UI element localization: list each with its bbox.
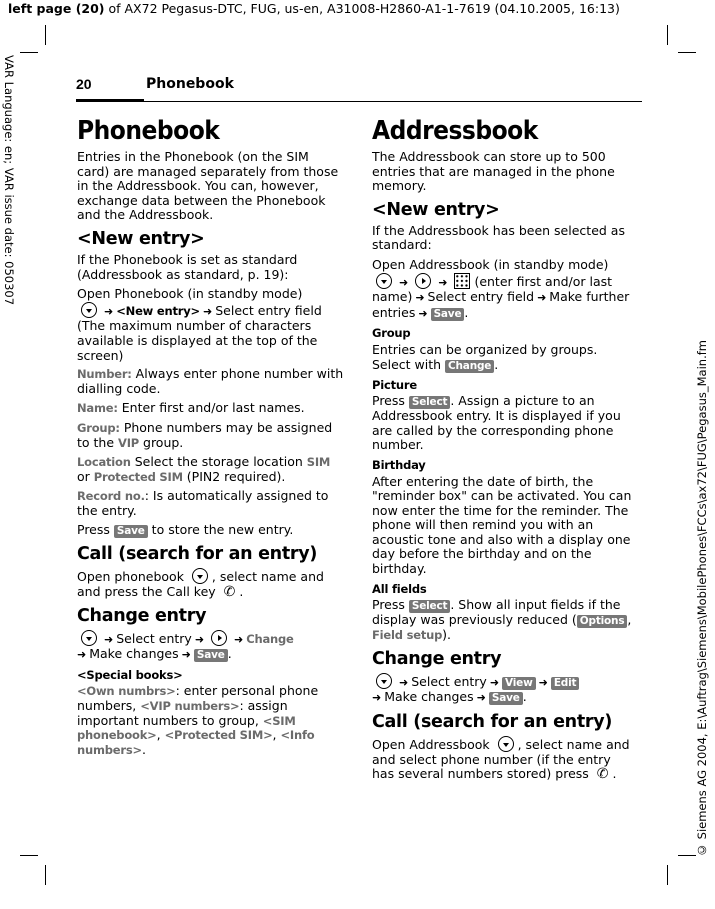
view-softkey: View xyxy=(502,677,536,690)
standard-note: If the Addressbook has been selected as standard: xyxy=(372,222,625,253)
change-softkey: Change xyxy=(445,360,494,373)
page-label: left page (20) xyxy=(8,1,105,16)
header-rule xyxy=(144,101,642,102)
arrow-icon: ➜ xyxy=(399,275,409,289)
arrow-icon: ➜ xyxy=(372,691,382,705)
header-rule-thick xyxy=(76,99,144,102)
nav-down-icon xyxy=(81,630,97,646)
file-info-line xyxy=(8,1,620,16)
own-numbers-desc: : enter personal phone numbers, xyxy=(77,683,319,714)
copyright-path: © Siemens AG 2004, E:\Auftrag\Siemens\MobilePhones\FCCs\ax72\FUG\Pegasus_Main.fm xyxy=(695,340,709,857)
max-chars-note: (The maximum number of characters available is displayed at the top of the screen) xyxy=(77,318,318,363)
section-title-phonebook: Phonebook xyxy=(77,116,220,146)
number-desc: Always enter phone number with dialling code. xyxy=(77,366,344,396)
side-text-right xyxy=(695,340,711,900)
arrow-icon: ➜ xyxy=(415,291,425,305)
heading-group: Group xyxy=(372,326,411,341)
group-label: Group: xyxy=(77,420,120,435)
number-label: Number: xyxy=(77,367,132,382)
save-softkey: Save xyxy=(114,525,148,538)
separator: , xyxy=(272,727,281,743)
standard-note: If the Phonebook is set as standard (Addressbook as standard, p. 19): xyxy=(77,251,298,282)
special-books-text xyxy=(77,684,345,757)
name-label: Name: xyxy=(77,401,118,416)
arrow-icon: ➜ xyxy=(234,632,244,646)
record-field xyxy=(77,489,345,518)
phonebook-intro: Entries in the Phonebook (on the SIM card) are managed separately from those in the Addressbook. You can, however, exchange data between the Phonebook and the Addressbook. xyxy=(77,149,339,223)
vip-numbers-desc: : assign important numbers to group, xyxy=(77,698,288,728)
crop-mark xyxy=(678,52,696,53)
vip-label: VIP xyxy=(118,435,140,450)
arrow-icon: ➜ xyxy=(194,632,205,646)
call-instructions xyxy=(77,568,345,599)
heading-change-entry: Change entry xyxy=(372,648,502,669)
group-desc: Entries can be organized by groups. Select with xyxy=(372,341,598,372)
protected-sim-label: Protected SIM xyxy=(93,469,183,484)
select-softkey: Select xyxy=(409,600,450,613)
all-fields-text: Press Select . Show all input fields if the display was previously reduced ( Options , Field setup). xyxy=(372,597,632,643)
all-fields-end: ). xyxy=(442,627,451,643)
keypad-icon xyxy=(454,273,470,289)
press-text: Press xyxy=(372,597,409,613)
heading-new-entry: <New entry> xyxy=(372,199,500,220)
location-pin2: (PIN2 required). xyxy=(182,468,286,484)
save-instruction xyxy=(77,523,345,538)
birthday-text: After entering the date of birth, the "reminder box" can be activated. You can now enter the time for the reminder. The phone will then remind you with an acoustic tone and also with a display one day before the birthday and on the birthday. xyxy=(372,473,632,577)
nav-down-icon xyxy=(81,302,97,318)
nav-right-icon xyxy=(415,273,431,289)
var-language-info: VAR Language: en; VAR issue date: 050307 xyxy=(2,55,16,306)
save-softkey: Save xyxy=(489,692,523,705)
call-end: . xyxy=(612,766,617,782)
press-text: Press xyxy=(372,393,409,409)
group-desc-end: group. xyxy=(139,434,184,450)
arrow-icon: ➜ xyxy=(537,291,547,305)
crop-mark xyxy=(20,855,38,856)
change-label: Change xyxy=(246,631,294,646)
side-text-left xyxy=(2,55,16,305)
call-key-icon: ✆ xyxy=(223,584,236,601)
heading-birthday: Birthday xyxy=(372,457,426,472)
vip-numbers-label: <VIP numbers> xyxy=(140,699,240,714)
field-setup-label: Field setup xyxy=(372,628,443,643)
period: . xyxy=(141,741,146,757)
name-field xyxy=(77,401,345,416)
protected-sim-book-label: <Protected SIM> xyxy=(164,728,273,743)
new-entry-steps: Open Addressbook (in standby mode) ➜ ➜ (enter first and/or last name) ➜ Select entry field ➜ Make further entries ➜ Save . xyxy=(372,256,630,320)
select-softkey: Select xyxy=(409,396,450,409)
heading-call-search: Call (search for an entry) xyxy=(77,544,318,565)
addressbook-intro: The Addressbook can store up to 500 entries that are managed in the phone memory. xyxy=(372,149,615,194)
crop-mark xyxy=(20,52,38,53)
save-softkey: Save xyxy=(431,308,465,321)
crop-mark xyxy=(667,865,668,885)
left-column xyxy=(77,114,345,762)
heading-call-search: Call (search for an entry) xyxy=(372,712,613,733)
all-fields-desc: . Show all input fields if the display was previously reduced ( xyxy=(372,597,621,628)
open-addressbook-text: Open Addressbook (in standby mode) xyxy=(372,256,609,272)
change-steps: ➜ Select entry ➜ View ➜ Edit ➜ Make changes ➜ Save . xyxy=(372,673,636,706)
new-entry-steps xyxy=(77,287,345,363)
call-text-2: , select name and and press the Call key xyxy=(77,569,324,600)
arrow-icon: ➜ xyxy=(438,275,448,289)
select-entry-text: Select entry xyxy=(411,673,487,689)
call-key-icon: ✆ xyxy=(596,766,609,783)
picture-desc: . Assign a picture to an Addressbook entry. It is displayed if you are called by the corresponding phone number. xyxy=(372,393,621,453)
arrow-icon: ➜ xyxy=(399,675,409,689)
select-field-text: Select entry field xyxy=(215,302,322,318)
nav-down-icon xyxy=(498,736,514,752)
file-info: of AX72 Pegasus-DTC, FUG, us-en, A31008-H2860-A1-1-7619 (04.10.2005, 16:13) xyxy=(104,1,620,16)
open-phonebook-text: Open Phonebook (in standby mode) xyxy=(77,286,303,302)
sim-label: SIM xyxy=(306,455,331,470)
running-title: Phonebook xyxy=(146,76,234,92)
arrow-icon: ➜ xyxy=(489,675,500,689)
record-desc: : Is automatically assigned to the entry. xyxy=(77,488,329,518)
new-entry-label: <New entry> xyxy=(116,303,200,318)
nav-down-icon xyxy=(192,568,208,584)
crop-mark xyxy=(667,25,668,45)
select-field-text: Select entry field xyxy=(427,289,535,305)
make-changes-text: Make changes xyxy=(384,689,474,705)
own-numbers-label: <Own numbrs> xyxy=(77,684,176,699)
heading-special-books: <Special books> xyxy=(77,667,183,682)
crop-mark xyxy=(45,25,46,45)
right-column xyxy=(372,114,636,787)
number-field xyxy=(77,367,345,396)
location-label: Location xyxy=(77,455,131,470)
nav-down-icon xyxy=(376,273,392,289)
change-steps: ➜ Select entry ➜ ➜ Change ➜ Make changes ➜ Save . xyxy=(77,630,294,662)
heading-change-entry: Change entry xyxy=(77,605,207,626)
section-title-addressbook: Addressbook xyxy=(372,116,538,146)
save-softkey: Save xyxy=(194,649,228,662)
page-number: 20 xyxy=(76,76,92,92)
name-desc: Enter first and/or last names. xyxy=(117,400,305,416)
edit-softkey: Edit xyxy=(551,677,580,690)
arrow-icon: ➜ xyxy=(104,304,114,318)
nav-down-icon xyxy=(376,673,392,689)
arrow-icon: ➜ xyxy=(77,648,87,662)
arrow-icon: ➜ xyxy=(538,675,548,689)
make-further-text: Make further entries xyxy=(372,289,630,320)
arrow-icon: ➜ xyxy=(203,304,213,318)
group-text: Entries can be organized by groups. Select with Change . xyxy=(372,341,598,372)
select-entry-text: Select entry xyxy=(116,630,192,646)
call-text: Open Addressbook xyxy=(372,737,494,753)
location-field xyxy=(77,455,345,484)
picture-text xyxy=(372,394,636,453)
call-text: Open phonebook xyxy=(77,569,188,585)
save-desc: to store the new entry. xyxy=(147,522,294,538)
location-or: or xyxy=(77,468,94,484)
arrow-icon: ➜ xyxy=(476,691,486,705)
arrow-icon: ➜ xyxy=(104,632,114,646)
crop-mark xyxy=(45,865,46,885)
group-desc: Phone numbers may be assigned to the xyxy=(77,419,333,450)
info-numbers-label: <Info numbers> xyxy=(77,728,315,757)
nav-right-icon xyxy=(211,630,227,646)
group-field xyxy=(77,421,345,450)
heading-all-fields: All fields xyxy=(372,581,427,596)
sim-phonebook-label: <SIM phonebook> xyxy=(77,713,296,743)
location-desc: Select the storage location xyxy=(130,454,307,470)
options-softkey: Options xyxy=(577,615,628,628)
arrow-icon: ➜ xyxy=(418,306,428,320)
arrow-icon: ➜ xyxy=(181,648,191,662)
heading-new-entry: <New entry> xyxy=(77,228,205,249)
call-end: . xyxy=(239,584,244,600)
crop-mark xyxy=(678,855,696,856)
make-changes-text: Make changes xyxy=(89,646,179,662)
separator: , xyxy=(156,727,165,743)
heading-picture: Picture xyxy=(372,377,417,392)
call-instructions xyxy=(372,736,636,782)
enter-names-text: (enter first and/or last name) xyxy=(372,273,613,305)
press-text: Press xyxy=(77,522,114,538)
call-text-2: , select name and and select phone number (if the entry has several numbers stored) press xyxy=(372,737,630,782)
record-label: Record no. xyxy=(77,489,145,504)
